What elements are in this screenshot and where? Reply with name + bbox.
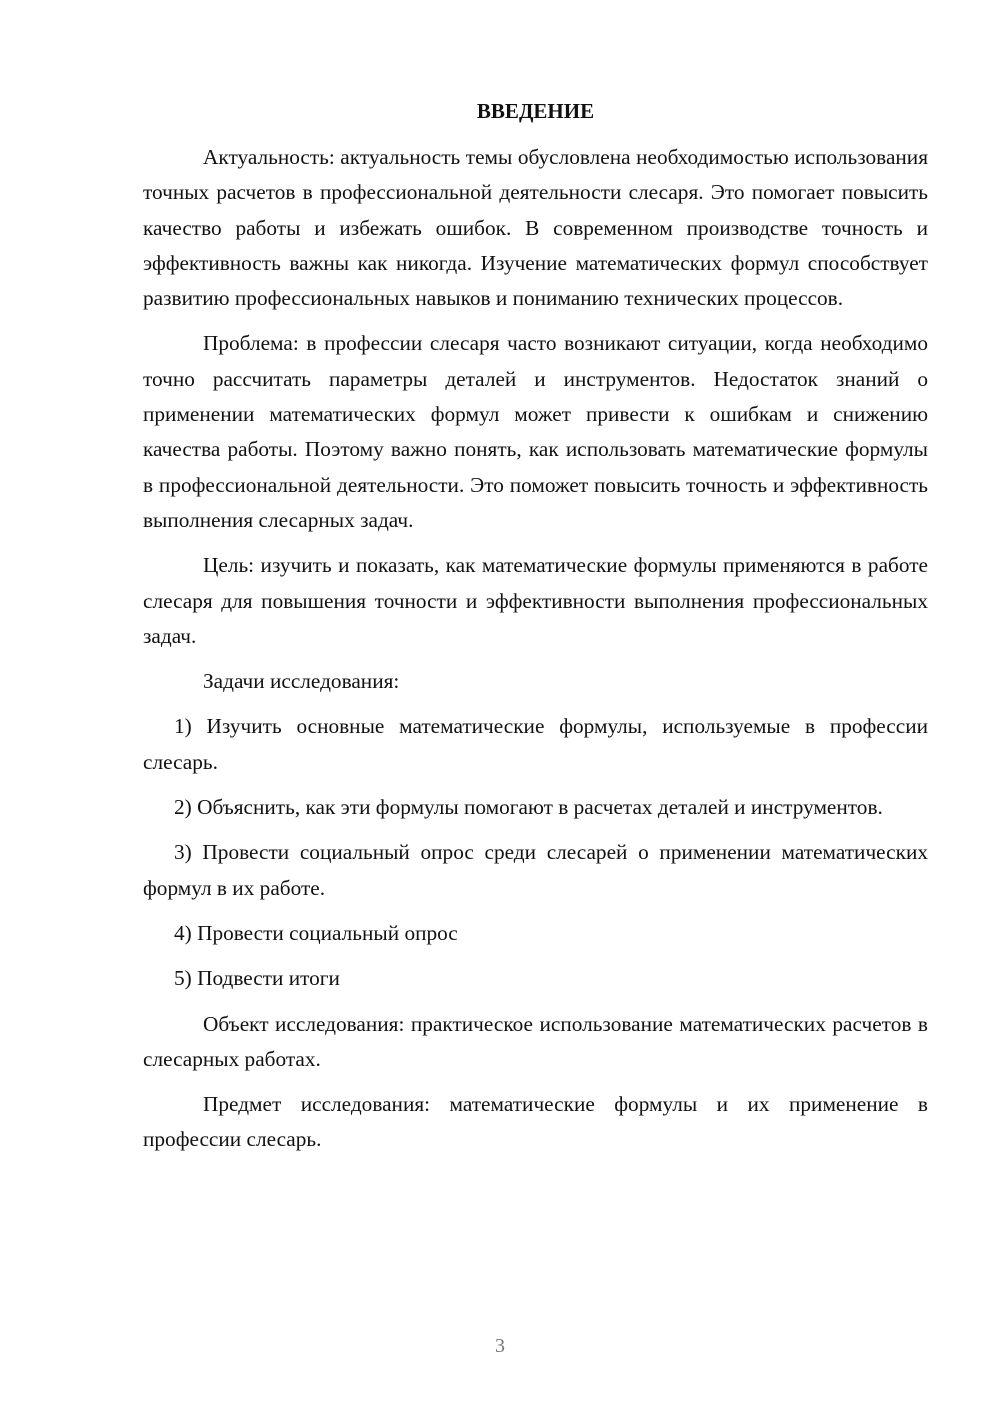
task-item-5: 5) Подвести итоги	[174, 966, 340, 991]
page-title: ВВЕДЕНИЕ	[476, 99, 595, 123]
page-number: 3	[495, 1335, 505, 1357]
task-item-1: 1) Изучить основные математические формулы, используемые в профессии слесарь.	[143, 714, 928, 774]
task-item-4: 4) Провести социальный опрос	[174, 920, 458, 945]
task-item-3: 3) Провести социальный опрос среди слесарей о применении математических формул в их работе.	[143, 840, 928, 900]
problem-paragraph: Проблема: в профессии слесаря часто возникают ситуации, когда необходимо точно рассчитать параметры деталей и инструментов. Недостаток знаний о применении математических формул может привести к ошибкам и снижению качества работы. Поэтому важно понять, как использовать математические формулы в профессиональной деятельности. Это поможет повысить точность и эффективность выполнения слесарных задач.	[143, 331, 928, 532]
relevance-paragraph: Актуальность: актуальность темы обусловлена необходимостью использования точных расчетов в профессиональной деятельности слесаря. Это помогает повысить качество работы и избежать ошибок. В современном производстве точность и эффективность важны как никогда. Изучение математических формул способствует развитию профессиональных навыков и пониманию технических процессов.	[143, 145, 928, 311]
tasks-heading: Задачи исследования:	[203, 669, 400, 694]
page-content	[143, 96, 928, 1168]
task-item-2: 2) Объяснить, как эти формулы помогают в расчетах деталей и инструментов.	[174, 795, 883, 820]
goal-paragraph: Цель: изучить и показать, как математические формулы применяются в работе слесаря для повышения точности и эффективности выполнения профессиональных задач.	[143, 553, 928, 648]
research-subject-paragraph: Предмет исследования: математические формулы и их применение в профессии слесарь.	[143, 1092, 928, 1152]
research-object-paragraph: Объект исследования: практическое использование математических расчетов в слесарных работах.	[143, 1011, 928, 1071]
